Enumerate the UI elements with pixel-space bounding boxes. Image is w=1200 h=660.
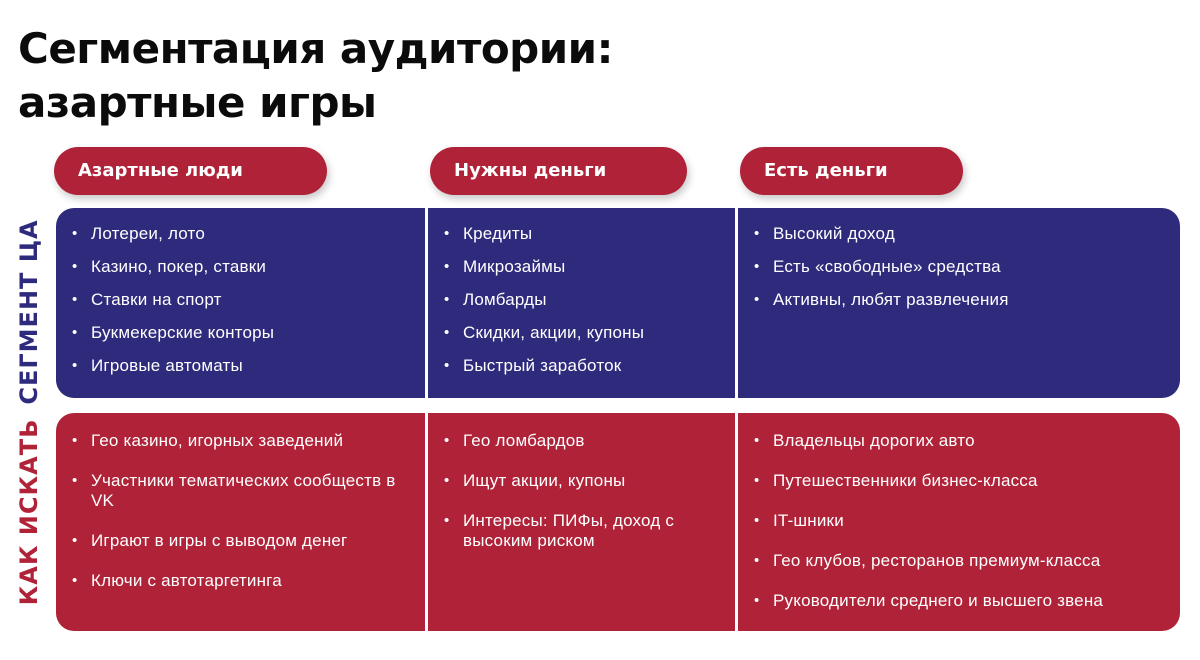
column-header-need-money: Нужны деньги xyxy=(430,147,687,195)
list-item: • Играют в игры с выводом денег xyxy=(56,531,425,551)
list-item: • Скидки, акции, купоны xyxy=(428,323,735,343)
list-item: • Участники тематических сообществ в VK xyxy=(56,471,425,511)
segment-cell-gamblers xyxy=(56,208,425,398)
list-item: • Владельцы дорогих авто xyxy=(738,431,1180,451)
row-label-segment: СЕГМЕНТ ЦА xyxy=(15,219,43,405)
page-title xyxy=(18,22,918,130)
list-item: • Гео ломбардов xyxy=(428,431,735,451)
list-item: • Ключи с автотаргетинга xyxy=(56,571,425,591)
list-item: • Высокий доход xyxy=(738,224,1180,244)
list-item: • IT-шники xyxy=(738,511,1180,531)
list-item: • Гео клубов, ресторанов премиум-класса xyxy=(738,551,1180,571)
list-item: • Ищут акции, купоны xyxy=(428,471,735,491)
list-item: • Путешественники бизнес-класса xyxy=(738,471,1180,491)
segment-cell-have-money xyxy=(735,208,1180,398)
list-item: • Лотереи, лото xyxy=(56,224,425,244)
search-cell-gamblers xyxy=(56,413,425,631)
list-item: • Интересы: ПИФы, доход с высоким риском xyxy=(428,511,735,551)
list-item: • Микрозаймы xyxy=(428,257,735,277)
list-item: • Ставки на спорт xyxy=(56,290,425,310)
list-item: • Руководители среднего и высшего звена xyxy=(738,591,1180,611)
page-title-line-1: Сегментация аудитории: xyxy=(18,24,613,73)
column-header-have-money: Есть деньги xyxy=(740,147,963,195)
list-item: • Активны, любят развлечения xyxy=(738,290,1180,310)
list-item: • Букмекерские конторы xyxy=(56,323,425,343)
page-title-line-2: азартные игры xyxy=(18,78,377,127)
search-cell-have-money xyxy=(735,413,1180,631)
list-item: • Быстрый заработок xyxy=(428,356,735,376)
list-item: • Есть «свободные» средства xyxy=(738,257,1180,277)
column-header-gamblers: Азартные люди xyxy=(54,147,327,195)
search-row xyxy=(56,413,1180,631)
list-item: • Игровые автоматы xyxy=(56,356,425,376)
row-label-search: КАК ИСКАТЬ xyxy=(15,418,43,606)
segment-row xyxy=(56,208,1180,398)
list-item: • Кредиты xyxy=(428,224,735,244)
segment-cell-need-money xyxy=(425,208,735,398)
list-item: • Ломбарды xyxy=(428,290,735,310)
list-item: • Гео казино, игорных заведений xyxy=(56,431,425,451)
search-cell-need-money xyxy=(425,413,735,631)
list-item: • Казино, покер, ставки xyxy=(56,257,425,277)
